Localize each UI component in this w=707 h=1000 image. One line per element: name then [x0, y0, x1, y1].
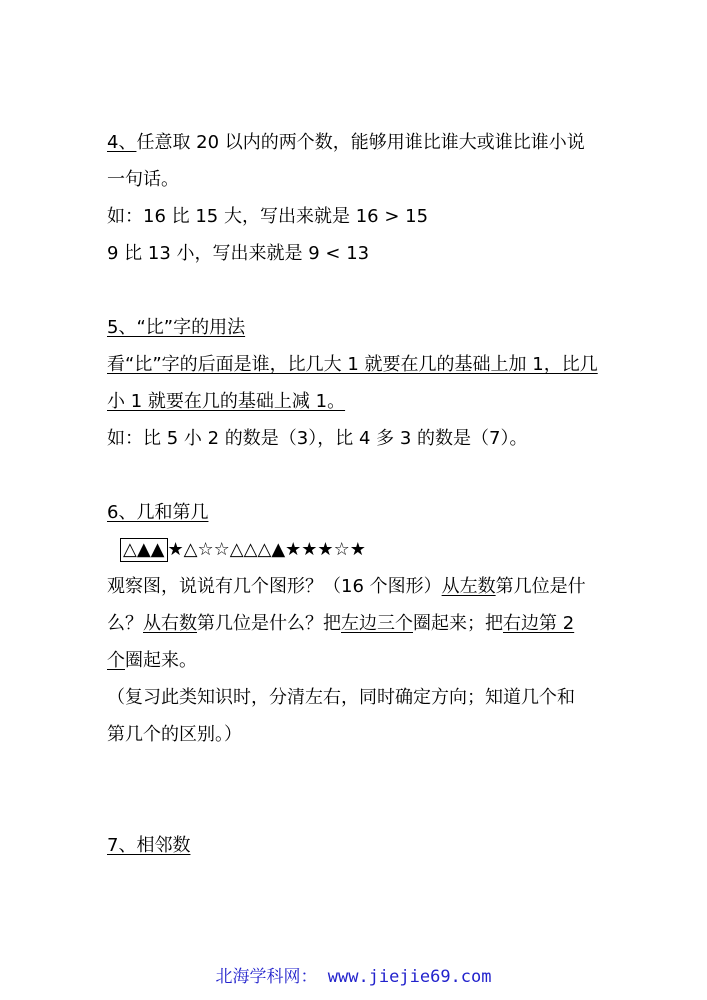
- section-5-rule-line-1: 看“比”字的后面是谁，比几大 1 就要在几的基础上加 1，比几: [107, 354, 598, 375]
- section-7-heading: [107, 833, 190, 859]
- section-6-question-line-2: [107, 611, 574, 637]
- right-second-text: 右边第 2: [503, 613, 575, 634]
- section-4-example-2: 9 比 13 小，写出来就是 9 < 13: [107, 243, 370, 264]
- question-text: 么？: [107, 613, 143, 634]
- section-6-title: 6、几和第几: [107, 502, 209, 523]
- section-6-note-line-2: 第几个的区别。）: [107, 724, 242, 745]
- section-5-example: 如：比 5 小 2 的数是（3），比 4 多 3 的数是（7）。: [107, 428, 528, 449]
- section-5-rule-line-2: 小 1 就要在几的基础上减 1。: [107, 391, 346, 412]
- section-4-example-1: 如：16 比 15 大，写出来就是 16 > 15: [107, 206, 429, 227]
- section-6-note-line-1: （复习此类知识时，分清左右，同时确定方向；知道几个和: [107, 687, 575, 708]
- section-4-number: 4、: [107, 132, 137, 153]
- question-text: 圈起来；把: [413, 613, 503, 634]
- shape-sequence-rest: ★△☆☆△△△▲★★★☆★: [167, 539, 366, 560]
- section-4-heading-line2: 一句话。: [107, 169, 179, 190]
- section-6-heading: [107, 500, 208, 526]
- section-5-title: 5、“比”字的用法: [107, 317, 246, 338]
- section-4-title: 任意取 20 以内的两个数，能够用谁比谁大或谁比谁小说: [136, 132, 585, 153]
- section-6-question-line-1: [107, 574, 586, 600]
- from-right-text: 从右数: [143, 613, 197, 634]
- section-5-heading: [107, 315, 245, 341]
- question-text: 观察图，说说有几个图形？（16 个图形）: [107, 576, 442, 597]
- shape-sequence-boxed: △▲▲: [120, 538, 168, 562]
- section-6-question-line-3: [107, 648, 197, 674]
- question-text: 圈起来。: [125, 650, 197, 671]
- question-text: 第几位是什: [495, 576, 586, 597]
- section-7-title: 7、相邻数: [107, 835, 191, 856]
- question-text: 第几位是什么？把: [197, 613, 341, 634]
- footer-watermark: 北海学科网： www.jiejie69.com: [215, 967, 492, 987]
- shape-sequence: [120, 537, 366, 563]
- from-left-text: 从左数: [441, 576, 496, 597]
- question-text: 个: [107, 650, 125, 671]
- section-4-heading: [107, 130, 585, 156]
- left-three-text: 左边三个: [341, 613, 413, 634]
